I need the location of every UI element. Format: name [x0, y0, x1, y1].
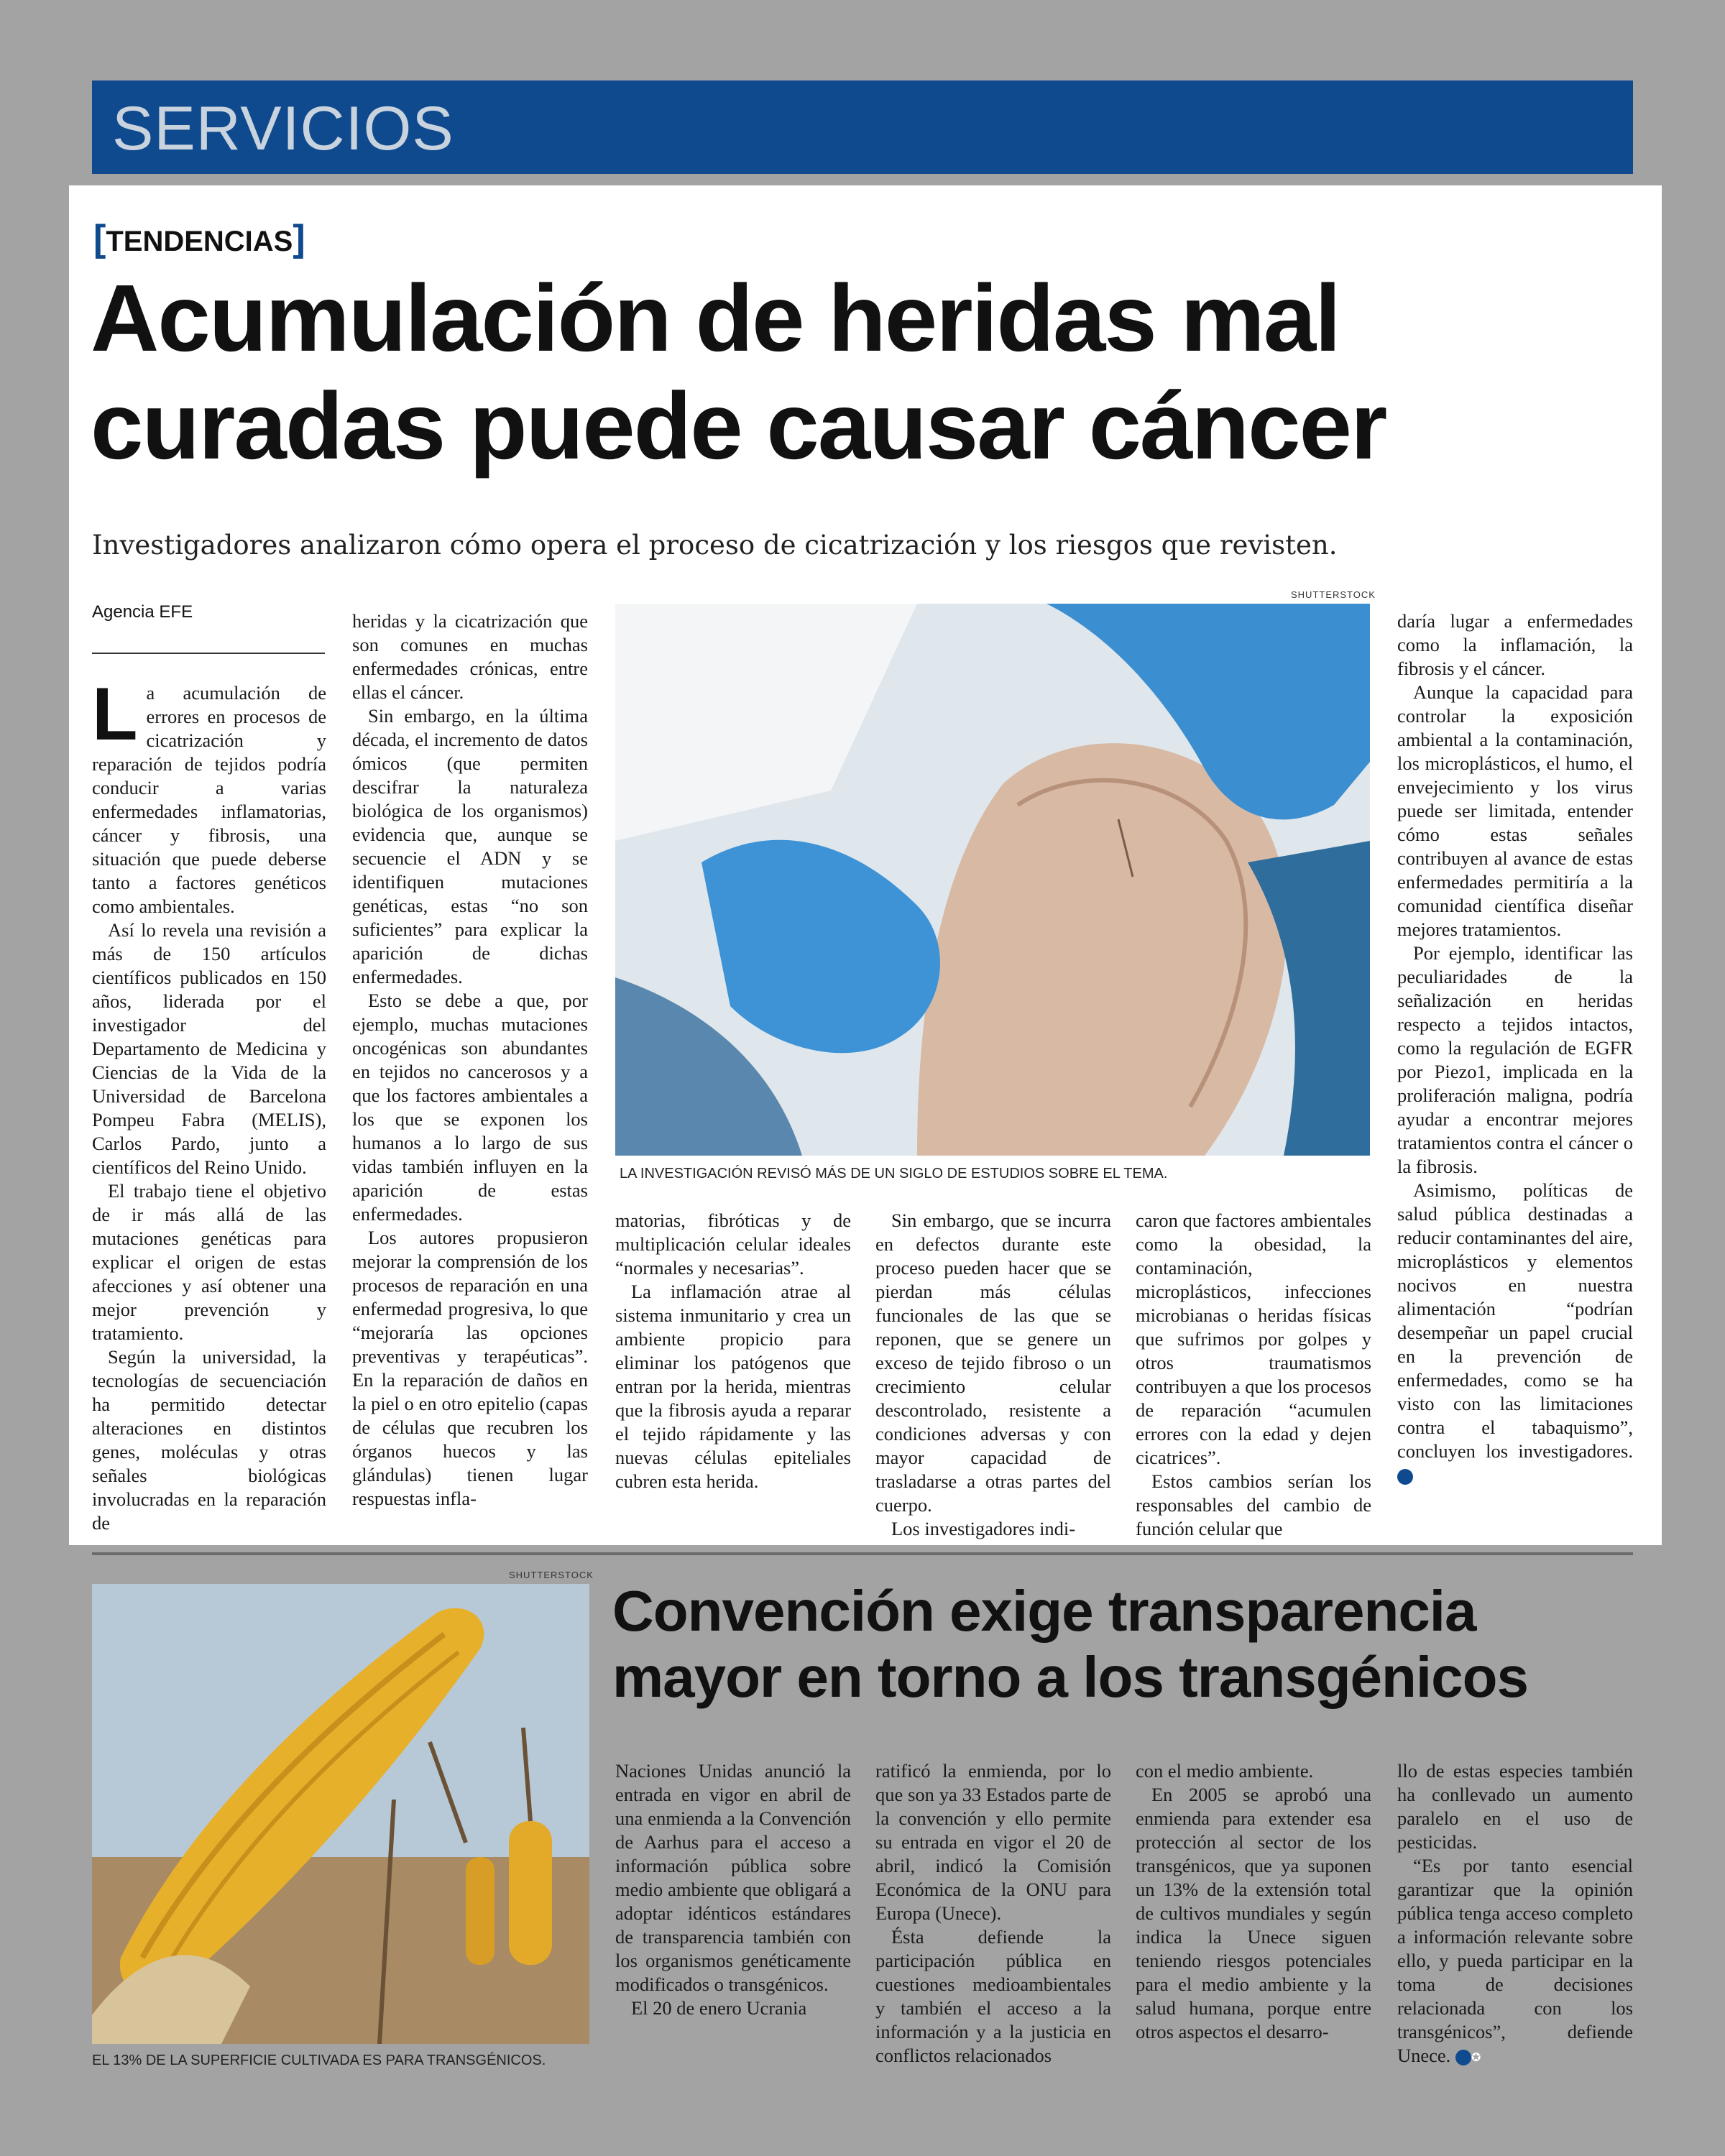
article-dek: Investigadores analizaron cómo opera el proceso de cicatrización y los riesgos que revisten. [92, 530, 1338, 561]
article-photo-knee-exam [615, 604, 1370, 1156]
section-header-bar [92, 80, 1633, 174]
paragraph: daría lugar a enfermedades como la inflamación, la fibrosis y el cáncer. [1397, 610, 1633, 679]
paragraph: llo de estas especies también ha conllevado un aumento paralelo en el uso de pesticidas. [1397, 1760, 1633, 1853]
paragraph: El trabajo tiene el objetivo de ir más allá de las mutaciones genéticas para explicar el origen de estas afecciones y así obtener una mejor prevención y tratamiento. [92, 1180, 326, 1344]
article-kicker: [TENDENCIAS] [93, 218, 305, 259]
article1-column-3 [615, 1209, 851, 1493]
paragraph: heridas y la cicatrización que son comunes en muchas enfermedades crónicas, entre ellas el cáncer. [352, 610, 588, 703]
paragraph: Según la universidad, la tecnologías de secuenciación ha permitido detectar alteraciones en distintos genes, moléculas y otras señales biológicas involucradas en la reparación de [92, 1346, 326, 1534]
end-mark-icon: ✪ [1397, 1469, 1413, 1485]
paragraph: Por ejemplo, identificar las peculiaridades de la señalización en heridas respecto a tejidos intactos, como la regulación de EGFR por Piezo1, implicada en la proliferación maligna, podría ayudar a encontrar mejores tratamientos contra el cáncer o la fibrosis. [1397, 942, 1633, 1177]
article1-column-2 [352, 609, 588, 1511]
paragraph: En 2005 se aprobó una enmienda para extender esa protección al sector de los transgénicos, que ya suponen un 13% de la extensión total de cultivos mundiales y según indica la Unece siguen teniendo riesgos potenciales para el medio ambiente y la salud humana, porque entre otros aspectos el desarro- [1136, 1784, 1371, 2042]
paragraph: matorias, fibróticas y de multiplicación celular ideales “normales y necesarias”. [615, 1210, 851, 1279]
paragraph: “Es por tanto esencial garantizar que la opinión pública tenga acceso completo a información relevante sobre ello, y pueda participar en la toma de decisiones relacionada con los transgénicos”, defiende Unece. ✪ [1397, 1855, 1633, 2066]
paragraph: ratificó la enmienda, por lo que son ya 33 Estados parte de la convención y ello permite su entrada en vigor el 20 de abril, indicó la Comisión Económica de la ONU para Europa (Unece). [875, 1760, 1111, 1924]
paragraph: Esto se debe a que, por ejemplo, muchas mutaciones oncogénicas son abundantes en tejidos no cancerosos y a que los factores ambientales a los que se exponen los humanos a lo largo de sus vidas también influyen en la aparición de estas enfermedades. [352, 990, 588, 1225]
article1-column-4 [875, 1209, 1111, 1541]
paragraph: Sin embargo, que se incurra en defectos durante este proceso pueden hacer que se pierdan más células funcionales de las que se reponen, que se genere un exceso de tejido fibroso o un crecimiento celular descontrolado, resistente a condiciones adversas y con mayor capacidad de trasladarse a otras partes del cuerpo. [875, 1210, 1111, 1516]
paragraph: caron que factores ambientales como la obesidad, la contaminación, microplásticos, infecciones microbianas o heridas físicas que sufrimos por golpes y otros traumatismos contribuyen a que los procesos de reparación “acumulen errores con la edad y dejen cicatrices”. [1136, 1210, 1371, 1468]
article1-column-1 [92, 673, 326, 1535]
article2-column-2 [875, 1759, 1111, 2068]
article2-headline [612, 1578, 1647, 1710]
paragraph: Asimismo, políticas de salud pública destinadas a reducir contaminantes del aire, microplásticos y elementos nocivos en nuestra alimentación “podrían desempeñar un papel crucial en la prevención de enfermedades, como se ha visto con las limitaciones contra el tabaquismo”, concluyen los investigadores. ✪ [1397, 1179, 1633, 1483]
kicker-label: TENDENCIAS [106, 226, 293, 257]
article-divider [92, 1552, 1633, 1555]
photo-illustration [615, 604, 1370, 1156]
headline-line-2: curadas puede causar cáncer [91, 373, 1386, 479]
article-byline: Agencia EFE [92, 602, 193, 622]
paragraph: Aunque la capacidad para controlar la exposición ambiental a la contaminación, los microplásticos, el humo, el envejecimiento y los virus puede ser limitada, entender cómo estas señales contribuyen al avance de estas enfermedades permitiría a la comunidad científica diseñar mejores tratamientos. [1397, 681, 1633, 940]
paragraph: Ésta defiende la participación pública en cuestiones medioambientales y también el acceso a la información y a la justicia en conflictos relacionados [875, 1926, 1111, 2066]
headline2-line-2: mayor en torno a los transgénicos [612, 1645, 1528, 1709]
paragraph: Los autores propusieron mejorar la comprensión de los procesos de reparación en una enfermedad progresiva, lo que “mejoraría las opciones preventivas y terapéuticas”. En la reparación de daños en la piel o en otro epitelio (capas de células que recubren los órganos huecos y las glándulas) tienen lugar respuestas infla- [352, 1227, 588, 1509]
paragraph: Sin embargo, en la última década, el incremento de datos ómicos (que permiten descifrar la naturaleza biológica de los organismos) evidencia que, aunque se secuencie el ADN y se identifiquen mutaciones genéticas, estas “no son suficientes” para explicar la aparición de dichas enfermedades. [352, 705, 588, 987]
corn-illustration [92, 1584, 589, 2044]
article-headline [91, 264, 1657, 480]
article2-column-1 [615, 1759, 851, 2020]
byline-divider [92, 653, 325, 654]
end-mark-icon: ✪ [1455, 2050, 1471, 2065]
article1-column-5 [1136, 1209, 1371, 1541]
paragraph: Naciones Unidas anunció la entrada en vigor en abril de una enmienda a la Convención de Aarhus para el acceso a información pública sobre medio ambiente que obligará a adoptar idénticos estándares de transparencia también con los organismos genéticamente modificados o transgénicos. [615, 1760, 851, 1995]
photo-credit: SHUTTERSTOCK [1291, 589, 1376, 600]
article2-column-4 [1397, 1759, 1633, 2068]
paragraph: Estos cambios serían los responsables del cambio de función celular que [1136, 1470, 1371, 1539]
section-title: SERVICIOS [112, 94, 454, 163]
paragraph: Los investigadores indi- [891, 1518, 1076, 1539]
headline-line-1: Acumulación de heridas mal [91, 265, 1340, 371]
paragraph: El 20 de enero Ucrania [631, 1997, 807, 2019]
paragraph: La acumulación de errores en procesos de cicatrización y reparación de tejidos podría conducir a varias enfermedades inflamatorias, cáncer y fibrosis, una situación que puede deberse tanto a factores genéticos como ambientales. [92, 673, 326, 917]
photo2-caption: EL 13% DE LA SUPERFICIE CULTIVADA ES PARA TRANSGÉNICOS. [92, 2053, 546, 2068]
headline2-line-1: Convención exige transparencia [612, 1579, 1476, 1643]
paragraph: La inflamación atrae al sistema inmunitario y crea un ambiente propicio para eliminar los patógenos que entran por la herida, mientras que la fibrosis ayuda a reparar el tejido rápidamente y las nuevas células epiteliales cubren esta herida. [615, 1281, 851, 1492]
article1-column-6 [1397, 609, 1633, 1487]
photo-caption: LA INVESTIGACIÓN REVISÓ MÁS DE UN SIGLO DE ESTUDIOS SOBRE EL TEMA. [620, 1166, 1168, 1181]
article2-column-3 [1136, 1759, 1371, 2044]
paragraph: Así lo revela una revisión a más de 150 artículos científicos publicados en 150 años, liderada por el investigador del Departamento de Medicina y Ciencias de la Vida de la Universidad de Barcelona Pompeu Fabra (MELIS), Carlos Pardo, junto a científicos del Reino Unido. [92, 919, 326, 1178]
article2-photo-corn [92, 1584, 589, 2044]
paragraph: con el medio ambiente. [1136, 1760, 1314, 1782]
photo2-credit: SHUTTERSTOCK [509, 1570, 594, 1580]
drop-cap: L [92, 673, 138, 756]
